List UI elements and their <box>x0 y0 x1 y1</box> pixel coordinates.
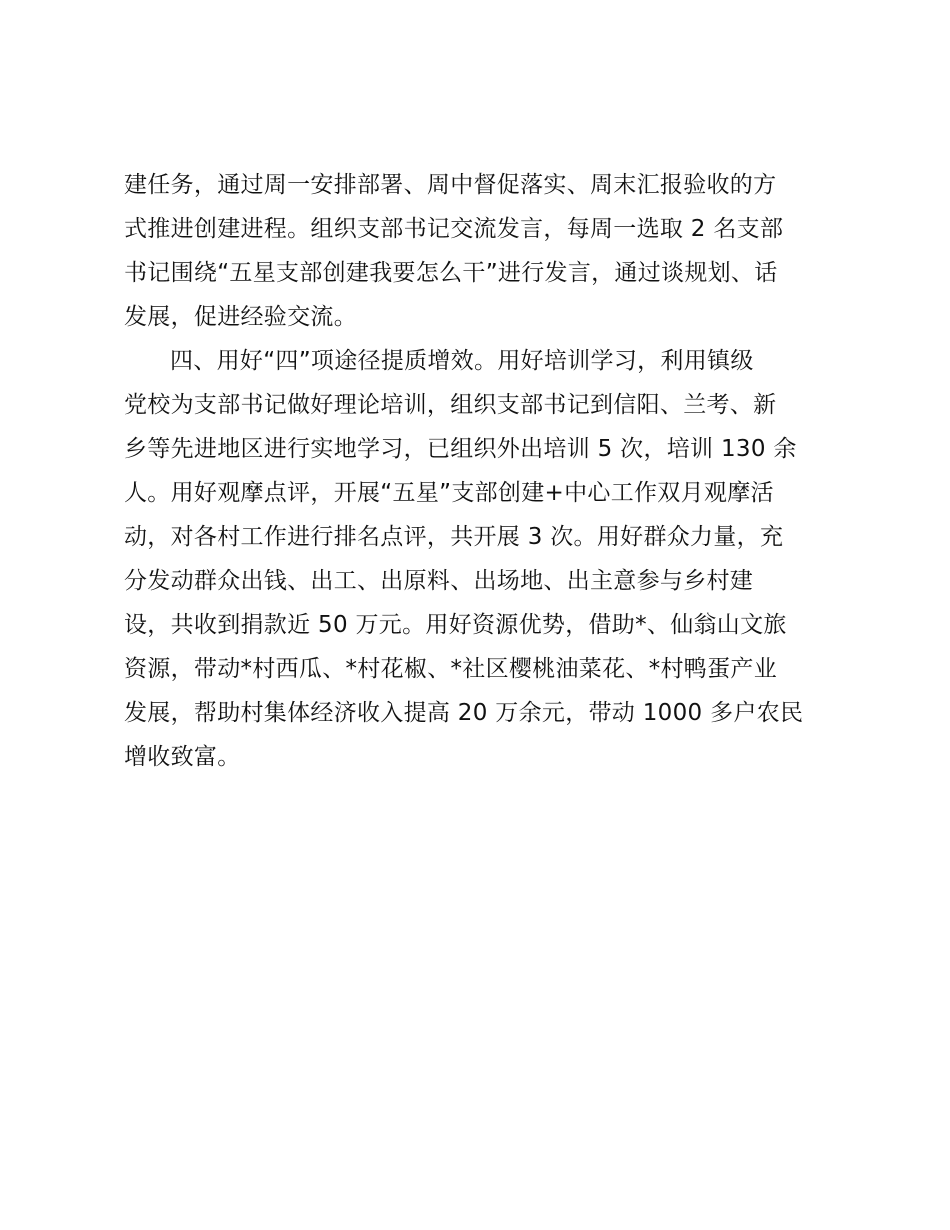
text-line: 人。用好观摩点评，开展“五星”支部创建+中心工作双月观摩活 <box>124 480 774 506</box>
text-line: 建任务，通过周一安排部署、周中督促落实、周末汇报验收的方 <box>124 172 777 198</box>
paragraph-start-line: 四、用好“四”项途径提质增效。用好培训学习，利用镇级 <box>170 348 754 374</box>
document-body <box>124 163 844 779</box>
text-line: 发展，促进经验交流。 <box>124 304 357 330</box>
text-line: 设，共收到捐款近 50 万元。用好资源优势，借助*、仙翁山文旅 <box>124 612 787 638</box>
text-line: 乡等先进地区进行实地学习，已组织外出培训 5 次，培训 130 余 <box>124 436 797 462</box>
text-line: 式推进创建进程。组织支部书记交流发言，每周一选取 2 名支部 <box>124 216 784 242</box>
text-line: 动，对各村工作进行排名点评，共开展 3 次。用好群众力量，充 <box>124 524 784 550</box>
text-line: 党校为支部书记做好理论培训，组织支部书记到信阳、兰考、新 <box>124 392 777 418</box>
text-line: 资源，带动*村西瓜、*村花椒、*社区樱桃油菜花、*村鸭蛋产业 <box>124 656 777 682</box>
text-line: 书记围绕“五星支部创建我要怎么干”进行发言，通过谈规划、话 <box>124 260 778 286</box>
text-line: 增收致富。 <box>124 744 241 770</box>
text-line: 分发动群众出钱、出工、出原料、出场地、出主意参与乡村建 <box>124 568 754 594</box>
text-line: 发展，帮助村集体经济收入提高 20 万余元，带动 1000 多户农民 <box>124 700 804 726</box>
